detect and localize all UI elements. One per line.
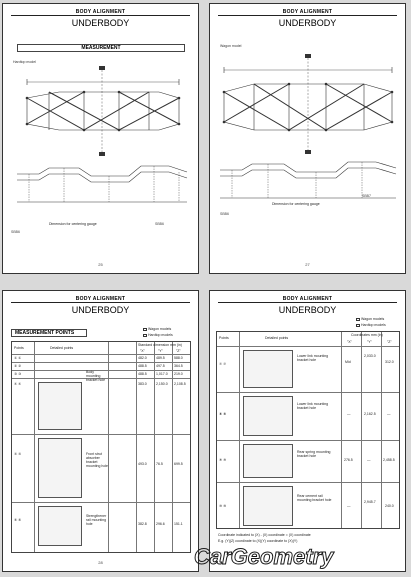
row-x: Mid [345,360,351,364]
row-points: ① ① [14,356,22,360]
header-small: BODY ALIGNMENT [282,9,333,15]
header-rule [218,302,397,303]
section-label: MEASUREMENT [17,44,185,52]
page-measurement-points-1 [2,290,199,572]
legend-hardtop [143,333,173,337]
model-label: Hardtop model [13,60,36,64]
diagram-caption: Dimension for centering gauge [49,222,97,226]
row-y: 489.5 [156,356,165,360]
watermark-text: CarGeometry [194,544,334,569]
legend-label: Wagon models [148,327,172,331]
page-title: UNDERBODY [278,305,337,315]
legend-wagon [356,317,384,321]
row-rule [217,392,399,393]
row-rule [12,434,190,435]
legend-swatch [143,334,147,337]
row-y: 2,162.5 [364,412,376,416]
col-header-y: "Y" [367,340,372,344]
row-z: 588.0 [174,356,183,360]
row-points: ③ ③ [14,372,22,376]
row-y: 2,150.0 [156,382,168,386]
row-z: 364.5 [174,364,183,368]
row-points: ⑧ ⑧ [219,412,227,416]
legend-wagon [143,327,171,331]
row-x: 488.5 [138,364,147,368]
row-points: ⑨ ⑨ [219,458,227,462]
row-y: 2,033.0 [364,354,376,358]
row-x: 482.0 [138,356,147,360]
footnote-2: E.g. (Y)(Z) coordinate to (X)(Y) coordinate to (X)(Y) [218,539,298,543]
page-wagon-underbody [209,3,406,274]
row-z: 699.5 [174,462,183,466]
page-title: UNDERBODY [71,305,130,315]
row-points: ⑥ ⑥ [14,518,22,522]
row-detail: Lower link mounting bracket hole [297,402,329,410]
lower-link-sketch-2 [243,396,293,436]
legend-swatch [143,328,147,331]
table-col-rule [239,332,240,528]
spring-bracket-sketch [243,444,293,478]
page-number: 27 [305,262,310,267]
table-col-rule [34,342,35,552]
table-header-dimension: Standard dimension mm (in) [138,343,182,347]
figure-ref: SBB6 [155,222,164,226]
page-measurement-points-2 [209,290,406,572]
row-y: 2,945.7 [364,500,376,504]
table-header-detail: Detailed points [265,336,289,340]
row-rule [217,482,399,483]
table-col-rule [154,342,155,552]
row-y: 497.5 [156,364,165,368]
rear-rail-sketch [243,486,293,526]
table-header-coordinates: Coordinates mm (in) [351,333,383,337]
table-col-rule [341,332,342,528]
table-header-rule [12,354,190,355]
col-header-y: "Y" [158,349,163,353]
row-rule [12,502,190,503]
page-number: 28 [98,560,103,565]
col-header-x: "X" [347,340,352,344]
row-points: ⑤ ⑤ [14,452,22,456]
lower-link-sketch [243,350,293,388]
footnote-1: Coordinate indicated to (X) - (X) coordinate = (X) coordinate [218,533,311,537]
row-z: 312.0 [385,360,394,364]
bracket-sketch [38,382,82,430]
corner-ref: SBB6 [220,212,229,216]
table-header-points: Points [219,336,229,340]
row-detail: Rear spring mounting bracket hole [297,450,331,458]
row-detail: Body mounting bracket hole [86,370,106,382]
legend-label: Hardtop models [148,333,173,337]
row-z: 2,108.5 [174,382,186,386]
row-z: 151.1 [174,522,183,526]
table-col-rule [108,342,109,552]
header-small: BODY ALIGNMENT [75,296,126,302]
table-col-rule [381,332,382,528]
header-small: BODY ALIGNMENT [75,9,126,15]
legend-swatch [356,318,360,321]
section-label: MEASUREMENT POINTS [11,329,87,337]
row-y: — [367,458,371,462]
table-col-rule [361,332,362,528]
figure-ref: SBB7 [362,194,371,198]
diagram-caption: Dimension for centering gauge [272,202,320,206]
header-rule [11,302,190,303]
page-hardtop-underbody [2,3,199,274]
row-points: ④ ④ [14,382,22,386]
row-rule [217,440,399,441]
model-label: Wagon model [220,44,242,48]
row-x: — [347,504,351,508]
row-x: 383.0 [138,382,147,386]
header-rule [11,15,190,16]
page-title: UNDERBODY [278,18,337,28]
row-detail: Front strut absorber bracket mounting hole [86,452,108,468]
underbody-diagram [214,52,402,212]
row-x: 493.0 [138,462,147,466]
table-col-rule [172,342,173,552]
row-y: 76.5 [156,462,163,466]
table-header-rule [217,346,399,347]
row-y: 1,017.0 [156,372,168,376]
row-x: 382.8 [138,522,147,526]
header-small: BODY ALIGNMENT [282,296,333,302]
row-z: 2,458.5 [383,458,395,462]
page-number: 25 [98,262,103,267]
corner-ref: SBB6 [11,230,20,234]
table-col-rule [136,342,137,552]
row-x: 488.5 [138,372,147,376]
row-x: 276.5 [344,458,353,462]
table-header-detail: Detailed points [50,346,74,350]
measurement-table [11,341,191,553]
row-x: — [347,412,351,416]
page-title: UNDERBODY [71,18,130,28]
strut-sketch [38,438,82,498]
table-header-points: Points [14,346,24,350]
cargeometry-watermark [190,544,380,570]
row-z: — [387,412,391,416]
legend-label: Hardtop models [361,323,386,327]
row-z: 219.0 [174,372,183,376]
measurement-table [216,331,400,529]
col-header-x: "X" [140,349,145,353]
col-header-z: "Z" [387,340,392,344]
legend-swatch [356,324,360,327]
row-detail: Rear cement rail mounting bracket hole [297,494,332,502]
row-y: 296.6 [156,522,165,526]
legend-label: Wagon models [361,317,385,321]
row-rule [12,362,190,363]
col-header-z: "Z" [176,349,181,353]
header-rule [218,15,397,16]
rail-sketch [38,506,82,546]
underbody-diagram [9,62,195,228]
row-z: 240.0 [385,504,394,508]
row-points: ② ② [14,364,22,368]
row-points: ⑩ ⑩ [219,504,227,508]
row-points: ⑦ ⑦ [219,362,227,366]
row-detail: Strengthener rail mounting hole [86,514,107,526]
legend-hardtop [356,323,386,327]
row-detail: Lower link mounting bracket hole [297,354,329,362]
